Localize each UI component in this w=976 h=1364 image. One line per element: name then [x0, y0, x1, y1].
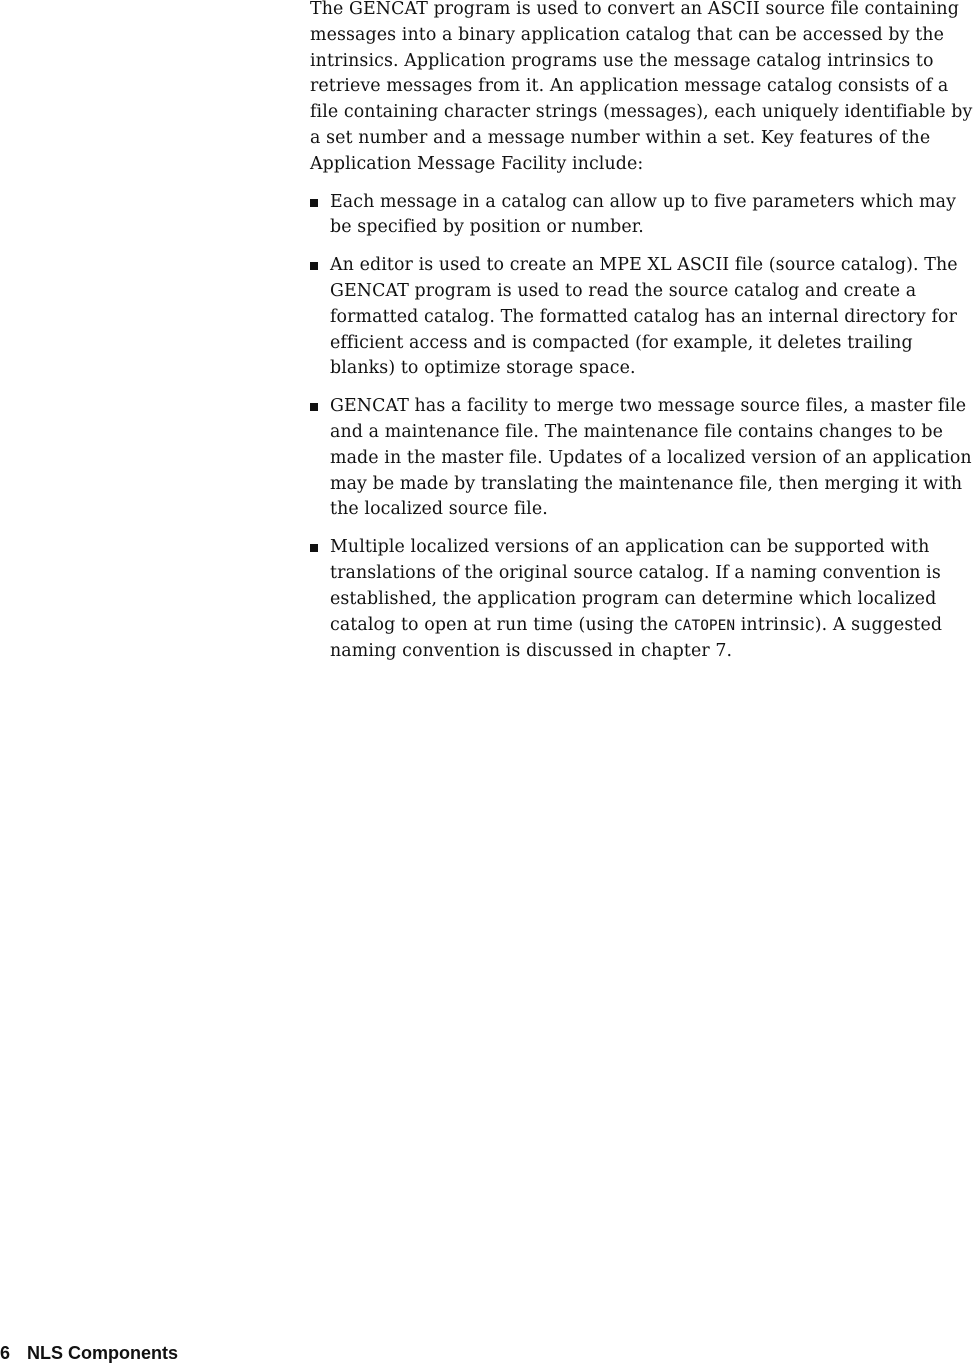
square-bullet-icon [310, 544, 318, 552]
main-content [310, 0, 976, 677]
catopen-code: CATOPEN [674, 617, 736, 634]
feature-list [310, 190, 976, 666]
intro-paragraph: The GENCAT program is used to convert an ASCII source file containing messages into a binary application catalog that can be accessed by the intrinsics. Application programs use the message catalog intrinsics to retrieve messages from it. An application message catalog consists of a file containing character strings (messages), each uniquely identifiable by a set number and a message number within a set. Key features of the Application Message Facility include: [310, 0, 973, 174]
feature-list-item [310, 190, 976, 242]
feature-list-item [310, 253, 976, 382]
feature-text: GENCAT has a facility to merge two message source files, a master file and a maintenance file. The maintenance file contains changes to be made in the master file. Updates of a localized version of an application may be made by translating the maintenance file, then merging it with the localized source file. [330, 396, 972, 520]
feature-text-before-code: Multiple localized versions of an application can be supported with translations of the original source catalog. If a naming convention is established, the application program can determine which localized catalog to open at run time (using the [330, 537, 941, 635]
feature-text: Each message in a catalog can allow up to five parameters which may be specified by position or number. [330, 191, 957, 238]
feature-list-item [310, 535, 976, 665]
feature-text-after-code: intrinsic). A suggested naming convention is discussed in chapter 7. [330, 614, 943, 662]
page-footer [0, 1342, 178, 1364]
square-bullet-icon [310, 262, 318, 270]
square-bullet-icon [310, 199, 318, 207]
page-number: 6 [0, 1343, 11, 1363]
square-bullet-icon [310, 403, 318, 411]
feature-list-item [310, 394, 976, 523]
feature-text: An editor is used to create an MPE XL ASCII file (source catalog). The GENCAT program is used to read the source catalog and create a formatted catalog. The formatted catalog has an internal directory for efficient access and is compacted (for example, it deletes trailing blanks) to optimize storage space. [330, 255, 958, 379]
section-title: NLS Components [27, 1343, 179, 1363]
